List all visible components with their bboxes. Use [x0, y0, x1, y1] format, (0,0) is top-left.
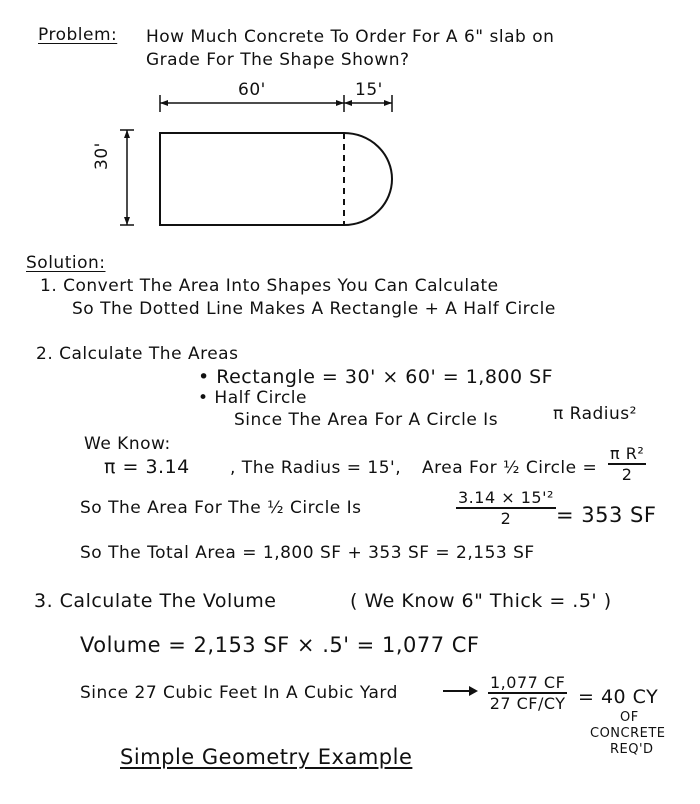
cubic-yard-conversion-text: Since 27 Cubic Feet In A Cubic Yard: [80, 683, 398, 703]
half-circle-area-text: So The Area For The ½ Circle Is: [80, 498, 362, 518]
step3-title: 3. Calculate The Volume: [34, 590, 277, 612]
solution-label: Solution:: [26, 253, 106, 273]
half-circle-result: = 353 SF: [556, 503, 657, 527]
problem-line-2: Grade For The Shape Shown?: [146, 50, 410, 70]
half-circle-title: • Half Circle: [198, 388, 307, 408]
dimension-30: 30': [92, 142, 112, 170]
cy-numerator: 1,077 CF: [490, 673, 566, 692]
formula-numerator: π R²: [610, 444, 645, 463]
cy-denominator: 27 CF/CY: [489, 694, 566, 713]
result-reqd: REQ'D: [610, 742, 654, 757]
volume-calculation: Volume = 2,153 SF × .5' = 1,077 CF: [80, 633, 480, 657]
circle-area-formula-text: Since The Area For A Circle Is: [234, 410, 499, 430]
dimension-60: 60': [238, 80, 266, 100]
half-circle-area-label: Area For ½ Circle =: [422, 458, 598, 478]
result-concrete: CONCRETE: [590, 726, 666, 741]
rectangle-area: • Rectangle = 30' × 60' = 1,800 SF: [198, 366, 554, 388]
dimension-15: 15': [355, 80, 383, 100]
pi-value: π = 3.14: [104, 456, 190, 478]
footer-title: Simple Geometry Example: [120, 745, 413, 769]
calc-denominator: 2: [500, 509, 512, 528]
problem-label: Problem:: [38, 25, 118, 45]
result-of: OF: [620, 710, 639, 725]
we-know-label: We Know:: [84, 434, 171, 454]
radius-value: , The Radius = 15',: [230, 458, 402, 478]
result-value: = 40 CY: [578, 686, 659, 708]
problem-line-1: How Much Concrete To Order For A 6" slab on: [146, 27, 555, 47]
calc-numerator: 3.14 × 15'²: [458, 488, 554, 507]
step2-title: 2. Calculate The Areas: [36, 344, 239, 364]
formula-denominator: 2: [621, 465, 633, 484]
cubic-yard-fraction: [488, 673, 567, 713]
step1-line-2: So The Dotted Line Makes A Rectangle + A Half Circle: [72, 299, 556, 319]
thickness-note: ( We Know 6" Thick = .5' ): [350, 590, 612, 612]
pi-radius-squared: π Radius²: [553, 404, 637, 424]
total-area: So The Total Area = 1,800 SF + 353 SF = 2,153 SF: [80, 543, 535, 563]
step1-line-1: 1. Convert The Area Into Shapes You Can Calculate: [40, 276, 499, 296]
